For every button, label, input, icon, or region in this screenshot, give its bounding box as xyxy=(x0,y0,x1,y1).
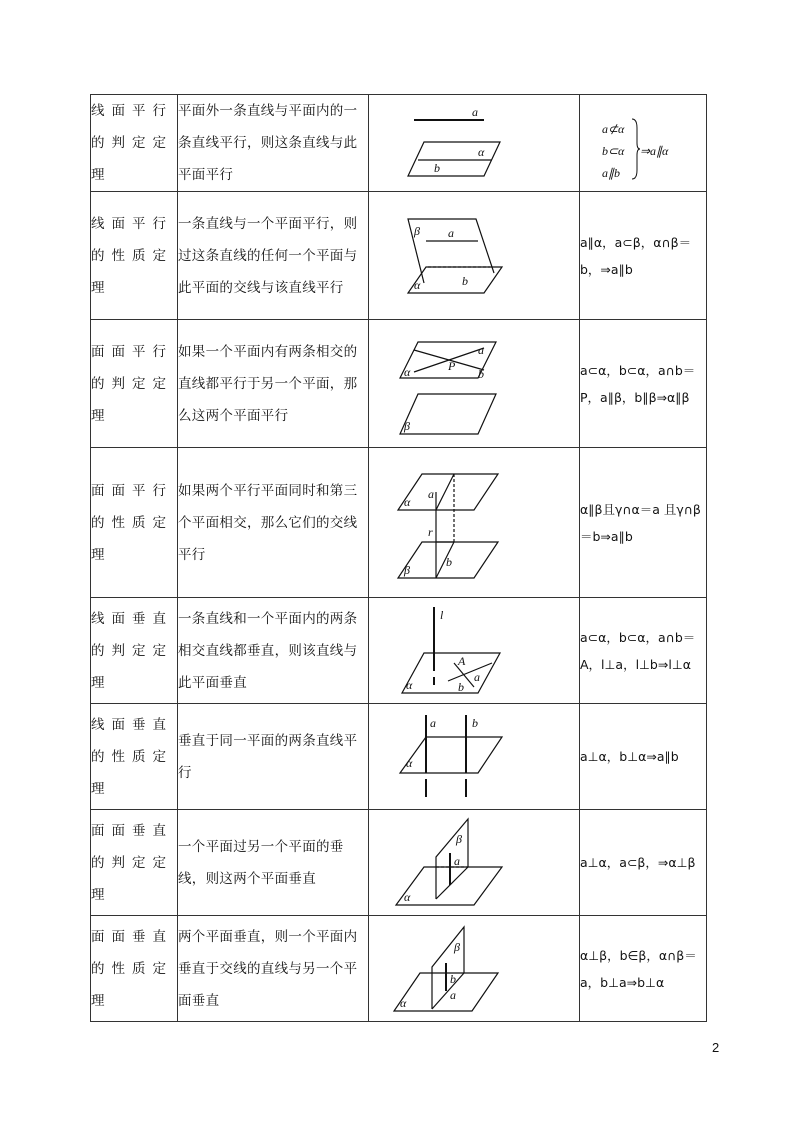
label-a: a xyxy=(454,853,460,868)
theorem-symbols: a⊥α，b⊥α⇒a∥b xyxy=(580,704,707,810)
table-row xyxy=(91,598,707,704)
label-a: a xyxy=(472,105,478,119)
plane-alpha xyxy=(408,142,500,176)
label-b: b xyxy=(462,273,468,288)
theorem-name: 面面垂直的判定定理 xyxy=(91,810,178,916)
label-r: r xyxy=(428,524,433,539)
table-row xyxy=(91,95,707,192)
theorem-figure xyxy=(369,448,580,598)
label-a: a xyxy=(478,342,484,357)
label-beta: β xyxy=(404,418,410,433)
label-l: l xyxy=(440,607,444,622)
theorem-table xyxy=(90,94,707,1022)
label-b: b xyxy=(458,679,464,694)
theorem-name: 线面平行的判定定理 xyxy=(91,95,178,192)
theorem-description: 一条直线和一个平面内的两条相交直线都垂直，则该直线与此平面垂直 xyxy=(178,598,369,704)
theorem-symbols: α⊥β，b∈β，α∩β＝a，b⊥a⇒b⊥α xyxy=(580,916,707,1022)
plane-alpha xyxy=(402,653,500,693)
theorem-name: 面面垂直的性质定理 xyxy=(91,916,178,1022)
theorem-figure xyxy=(369,95,580,192)
figure-line-plane-perpendicular-property xyxy=(374,709,574,805)
label-alpha: α xyxy=(414,277,421,292)
theorem-name: 面面平行的性质定理 xyxy=(91,448,178,598)
label-a: a xyxy=(474,669,480,684)
theorem-symbols: a⊂α，b⊂α，a∩b＝A，l⊥a，l⊥b⇒l⊥α xyxy=(580,598,707,704)
right-brace-icon xyxy=(630,118,640,180)
figure-line-plane-parallel xyxy=(374,98,574,188)
label-b: b xyxy=(446,554,452,569)
label-a: a xyxy=(430,715,436,730)
figure-line-plane-perpendicular xyxy=(374,601,574,701)
label-beta: β xyxy=(456,831,462,846)
table-row xyxy=(91,320,707,448)
plane-beta xyxy=(400,394,496,434)
figure-plane-plane-parallel-property xyxy=(374,456,574,590)
theorem-description: 一个平面过另一个平面的垂线，则这两个平面垂直 xyxy=(178,810,369,916)
theorem-symbols: a⊥α，a⊂β，⇒α⊥β xyxy=(580,810,707,916)
theorem-description: 如果两个平行平面同时和第三个平面相交，那么它们的交线平行 xyxy=(178,448,369,598)
plane-alpha xyxy=(408,267,502,293)
theorem-symbols xyxy=(580,95,707,192)
label-alpha: α xyxy=(404,889,411,904)
label-b: b xyxy=(478,366,484,381)
theorem-symbols: a∥α，a⊂β，α∩β＝b，⇒a∥b xyxy=(580,192,707,320)
theorem-figure xyxy=(369,320,580,448)
line-a xyxy=(432,973,464,1009)
theorem-description: 如果一个平面内有两条相交的直线都平行于另一个平面，那么这两个平面平行 xyxy=(178,320,369,448)
intersection-line xyxy=(436,867,468,899)
table-row xyxy=(91,448,707,598)
figure-plane-plane-parallel xyxy=(374,326,574,442)
label-beta: β xyxy=(404,562,410,577)
label-a: a xyxy=(428,486,434,501)
theorem-description: 垂直于同一平面的两条直线平行 xyxy=(178,704,369,810)
theorem-name: 线面平行的性质定理 xyxy=(91,192,178,320)
theorem-name: 线面垂直的判定定理 xyxy=(91,598,178,704)
theorem-figure xyxy=(369,704,580,810)
table-row xyxy=(91,810,707,916)
label-p: P xyxy=(448,358,456,373)
theorem-figure xyxy=(369,192,580,320)
condition: b⊂α xyxy=(602,144,625,158)
label-alpha: α xyxy=(406,677,413,692)
figure-line-plane-parallel-property xyxy=(374,201,574,311)
label-b: b xyxy=(472,715,478,730)
label-a: a xyxy=(448,225,454,240)
plane-beta xyxy=(436,819,468,899)
label-b: b xyxy=(450,971,456,986)
conclusion: ⇒a∥α xyxy=(640,144,669,158)
label-a: a xyxy=(450,987,456,1002)
theorem-figure xyxy=(369,916,580,1022)
label-beta: β xyxy=(454,939,460,954)
figure-plane-plane-perpendicular-property xyxy=(374,919,574,1019)
plane-alpha xyxy=(398,474,498,510)
theorem-name: 线面垂直的性质定理 xyxy=(91,704,178,810)
condition-group xyxy=(580,108,706,178)
condition: a∥b xyxy=(602,166,620,180)
theorem-description: 一条直线与一个平面平行，则过这条直线的任何一个平面与此平面的交线与该直线平行 xyxy=(178,192,369,320)
line-a xyxy=(436,474,454,510)
theorem-name: 面面平行的判定定理 xyxy=(91,320,178,448)
figure-plane-plane-perpendicular xyxy=(374,813,574,913)
table-row xyxy=(91,916,707,1022)
label-alpha: α xyxy=(400,995,407,1010)
label-alpha: α xyxy=(404,364,411,379)
table-row xyxy=(91,704,707,810)
theorem-description: 两个平面垂直，则一个平面内垂直于交线的直线与另一个平面垂直 xyxy=(178,916,369,1022)
label-beta: β xyxy=(414,223,420,238)
line-a xyxy=(448,663,492,681)
page-number: 2 xyxy=(712,1040,720,1055)
theorem-figure xyxy=(369,810,580,916)
theorem-symbols: α∥β且γ∩α＝a 且γ∩β＝b⇒a∥b xyxy=(580,448,707,598)
label-alpha: α xyxy=(478,145,485,159)
theorem-symbols: a⊂α，b⊂α，a∩b＝P，a∥β，b∥β⇒α∥β xyxy=(580,320,707,448)
plane-alpha xyxy=(400,737,502,773)
table-row xyxy=(91,192,707,320)
theorem-figure xyxy=(369,598,580,704)
label-alpha: α xyxy=(404,494,411,509)
label-b: b xyxy=(434,161,440,175)
theorem-description: 平面外一条直线与平面内的一条直线平行，则这条直线与此平面平行 xyxy=(178,95,369,192)
label-point-a: A xyxy=(458,653,466,668)
condition: a⊄α xyxy=(602,122,625,136)
label-alpha: α xyxy=(406,755,413,770)
